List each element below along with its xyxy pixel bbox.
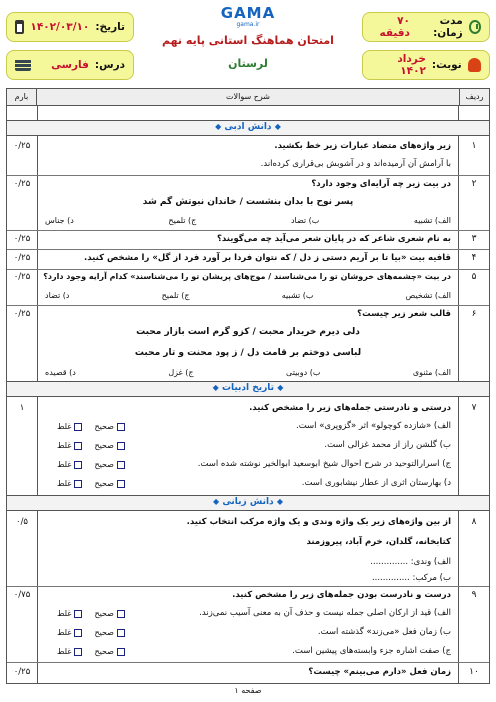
false-option[interactable] [57, 609, 82, 618]
question-score: ۰/۲۵ [13, 667, 31, 677]
checkbox-icon[interactable] [117, 629, 125, 637]
question-score: ۰/۵ [16, 517, 28, 527]
row-header: ردیف [459, 89, 489, 105]
section-title: دانش زبانی [222, 497, 274, 507]
row-separator [7, 269, 489, 270]
diamond-icon: ◆ [213, 497, 220, 506]
question-text: در بیت «چشمه‌های خروشان تو را می‌شناسند / موج‌های پریشان تو را می‌شناسند» کدام آرایه وجود دارد؟ [43, 272, 451, 281]
option[interactable]: د) تضاد [45, 291, 70, 300]
question-words: کتابخانه، گلدان، خرم آباد، پیروزمند [306, 537, 451, 547]
exam-header [6, 4, 490, 86]
answer-blank[interactable]: ب) مرکب: .............. [371, 573, 451, 583]
option[interactable]: د) قصیده [45, 368, 76, 377]
checkbox-icon[interactable] [117, 423, 125, 431]
logo-sub: gama.ir [236, 21, 260, 28]
options-row [45, 216, 451, 225]
tf-item: ج) اسرارالتوحید در شرح احوال شیخ ابوسعید ابوالخیر نوشته شده است. [197, 459, 451, 469]
tf-choices [57, 647, 125, 656]
option[interactable]: ب) دوبیتی [286, 368, 321, 377]
score-header: بارم [7, 89, 37, 105]
checkbox-icon[interactable] [117, 480, 125, 488]
row-separator [7, 249, 489, 250]
checkbox-icon[interactable] [117, 610, 125, 618]
tf-choices [57, 441, 125, 450]
subject-box [6, 50, 134, 80]
tf-choices [57, 479, 125, 488]
diamond-icon: ◆ [276, 497, 283, 506]
false-label: غلط [57, 628, 72, 637]
gama-logo [200, 4, 296, 28]
checkbox-icon[interactable] [74, 423, 82, 431]
question-text: درست و نادرست بودن جمله‌های زیر را مشخص کنید. [232, 590, 451, 600]
date-value: ۱۴۰۲/۰۳/۱۰ [30, 21, 90, 33]
checkbox-icon[interactable] [117, 461, 125, 469]
question-number: ۵ [471, 272, 477, 282]
tf-choices [57, 628, 125, 637]
row-separator [7, 305, 489, 306]
option[interactable]: الف) مثنوی [412, 368, 451, 377]
exam-title: امتحان هماهنگ استانی پایه نهم [162, 34, 334, 47]
checkbox-icon[interactable] [117, 648, 125, 656]
false-label: غلط [57, 647, 72, 656]
question-text: از بین واژه‌های زیر یک واژه وندی و یک واژه مرکب انتخاب کنید. [186, 517, 451, 527]
true-label: صحیح [94, 422, 114, 431]
question-verse: دلی دیرم خریدار محبت / کزو گرم است بازار محبت [136, 327, 360, 337]
option[interactable]: ج) تلمیح [168, 216, 197, 225]
question-score: ۰/۲۵ [13, 179, 31, 189]
option[interactable]: ج) غزل [168, 368, 194, 377]
row-separator [7, 230, 489, 231]
question-score: ۰/۲۵ [13, 272, 31, 282]
date-label: تاریخ: [95, 21, 125, 33]
question-score: ۰/۲۵ [13, 309, 31, 319]
question-score: ۰/۲۵ [13, 234, 31, 244]
section-literary [7, 120, 489, 136]
false-option[interactable] [57, 422, 82, 431]
option[interactable]: ب) تضاد [290, 216, 320, 225]
tf-item: ب) گلشن راز از محمد غزالی است. [324, 440, 451, 450]
true-label: صحیح [94, 609, 114, 618]
checkbox-icon[interactable] [74, 629, 82, 637]
false-label: غلط [57, 422, 72, 431]
true-option[interactable] [94, 628, 125, 637]
false-label: غلط [57, 441, 72, 450]
option[interactable]: ج) تلمیح [161, 291, 190, 300]
question-number: ۴ [471, 253, 477, 263]
question-number: ۱ [471, 141, 477, 151]
diamond-icon: ◆ [215, 122, 222, 131]
row-separator [7, 175, 489, 176]
question-score: ۰/۲۵ [13, 141, 31, 151]
row-separator [7, 662, 489, 663]
question-score: ۱ [19, 403, 25, 413]
false-option[interactable] [57, 441, 82, 450]
true-option[interactable] [94, 479, 125, 488]
turn-value: خرداد ۱۴۰۲ [397, 53, 426, 77]
question-text: قافیه بیت «بیا تا بر آریم دستی ز دل / که نتوان فردا بر آورد فرد از گل» را مشخص کنید. [83, 253, 451, 263]
checkbox-icon[interactable] [74, 610, 82, 618]
question-number: ۳ [471, 234, 477, 244]
question-verse: پسر نوح با بدان بنشست / خاندان نبوتش گم شد [142, 197, 354, 207]
question-verse: لباسی دوختم بر قامت دل / ز پود محنت و تار محبت [134, 348, 362, 358]
question-score: ۰/۲۵ [13, 253, 31, 263]
option[interactable]: الف) تشخیص [405, 291, 451, 300]
answer-blank[interactable]: الف) وندی: .............. [370, 557, 451, 567]
question-number: ۸ [471, 517, 477, 527]
logo-word: GAMA [220, 4, 276, 22]
subject-label: درس: [94, 59, 125, 71]
true-option[interactable] [94, 647, 125, 656]
false-label: غلط [57, 609, 72, 618]
true-option[interactable] [94, 460, 125, 469]
false-label: غلط [57, 479, 72, 488]
books-icon [15, 59, 31, 71]
true-option[interactable] [94, 422, 125, 431]
false-option[interactable] [57, 479, 82, 488]
true-label: صحیح [94, 628, 114, 637]
header-center [144, 4, 352, 86]
province: لرستان [228, 57, 268, 70]
true-label: صحیح [94, 460, 114, 469]
question-number: ۶ [471, 309, 477, 319]
options-row [45, 291, 451, 300]
true-option[interactable] [94, 609, 125, 618]
clock-icon [469, 20, 481, 34]
question-text: قالب شعر زیر چیست؟ [357, 309, 451, 319]
option[interactable]: ب) تشبیه [281, 291, 314, 300]
calendar-icon [15, 20, 24, 34]
tf-choices [57, 609, 125, 618]
date-box [6, 12, 134, 42]
true-option[interactable] [94, 441, 125, 450]
true-label: صحیح [94, 479, 114, 488]
checkbox-icon[interactable] [117, 442, 125, 450]
question-score: ۰/۷۵ [13, 590, 31, 600]
false-label: غلط [57, 460, 72, 469]
tf-item: الف) قید از ارکان اصلی جمله نیست و حذف آن به معنی آسیب نمی‌زند. [199, 608, 451, 618]
question-text: به نام شعری شاعر که در پایان شعر می‌آید چه می‌گویند؟ [216, 234, 451, 244]
diamond-icon: ◆ [277, 383, 284, 392]
desc-header: شرح سوالات [226, 92, 270, 101]
question-number: ۷ [471, 403, 477, 413]
turn-label: نوبت: [431, 59, 462, 71]
duration-box [362, 12, 490, 42]
section-title: تاریخ ادبیات [221, 383, 275, 393]
false-option[interactable] [57, 460, 82, 469]
question-sub: با آرامش آن آرمیده‌اند و در آشوبش بی‌قراری کرده‌اند. [260, 159, 451, 169]
options-row [45, 368, 451, 377]
duration-value: ۷۰ دقیقه [379, 15, 410, 39]
question-number: ۲ [471, 179, 477, 189]
diamond-icon: ◆ [274, 122, 281, 131]
diamond-icon: ◆ [212, 383, 219, 392]
tf-choices [57, 422, 125, 431]
question-text: زمان فعل «دارم می‌بینم» چیست؟ [308, 667, 451, 677]
section-language [7, 495, 489, 511]
false-option[interactable] [57, 628, 82, 637]
duration-label: مدت زمان: [433, 15, 463, 39]
questions-table [6, 88, 490, 684]
tf-item: د) بهارستان اثری از عطار نیشابوری است. [301, 478, 451, 488]
tf-choices [57, 460, 125, 469]
subject-value: فارسی [51, 59, 89, 71]
question-number: ۱۰ [469, 667, 479, 677]
tf-item: ب) زمان فعل «می‌زند» گذشته است. [317, 627, 451, 637]
turn-box [362, 50, 490, 80]
table-header [7, 89, 489, 106]
section-history [7, 381, 489, 397]
question-number: ۹ [471, 590, 477, 600]
option[interactable]: الف) تشبیه [413, 216, 451, 225]
row-separator [7, 586, 489, 587]
option[interactable]: د) جناس [45, 216, 74, 225]
page-footer: صفحه ۱ [234, 686, 262, 695]
true-label: صحیح [94, 441, 114, 450]
question-text: درستی و نادرستی جمله‌های زیر را مشخص کنید. [249, 403, 451, 413]
true-label: صحیح [94, 647, 114, 656]
false-option[interactable] [57, 647, 82, 656]
section-title: دانش ادبی [224, 122, 272, 132]
checkbox-icon[interactable] [74, 461, 82, 469]
question-text: زیر واژه‌های متضاد عبارات زیر خط بکشید. [274, 141, 451, 151]
checkbox-icon[interactable] [74, 648, 82, 656]
bell-icon [468, 58, 481, 72]
tf-item: الف) «شازده کوچولو» اثر «گزوپری» است. [296, 421, 451, 431]
checkbox-icon[interactable] [74, 442, 82, 450]
tf-item: ج) صفت اشاره جزء وابسته‌های پیشین است. [292, 646, 451, 656]
question-text: در بیت زیر چه آرایه‌ای وجود دارد؟ [311, 179, 451, 189]
checkbox-icon[interactable] [74, 480, 82, 488]
